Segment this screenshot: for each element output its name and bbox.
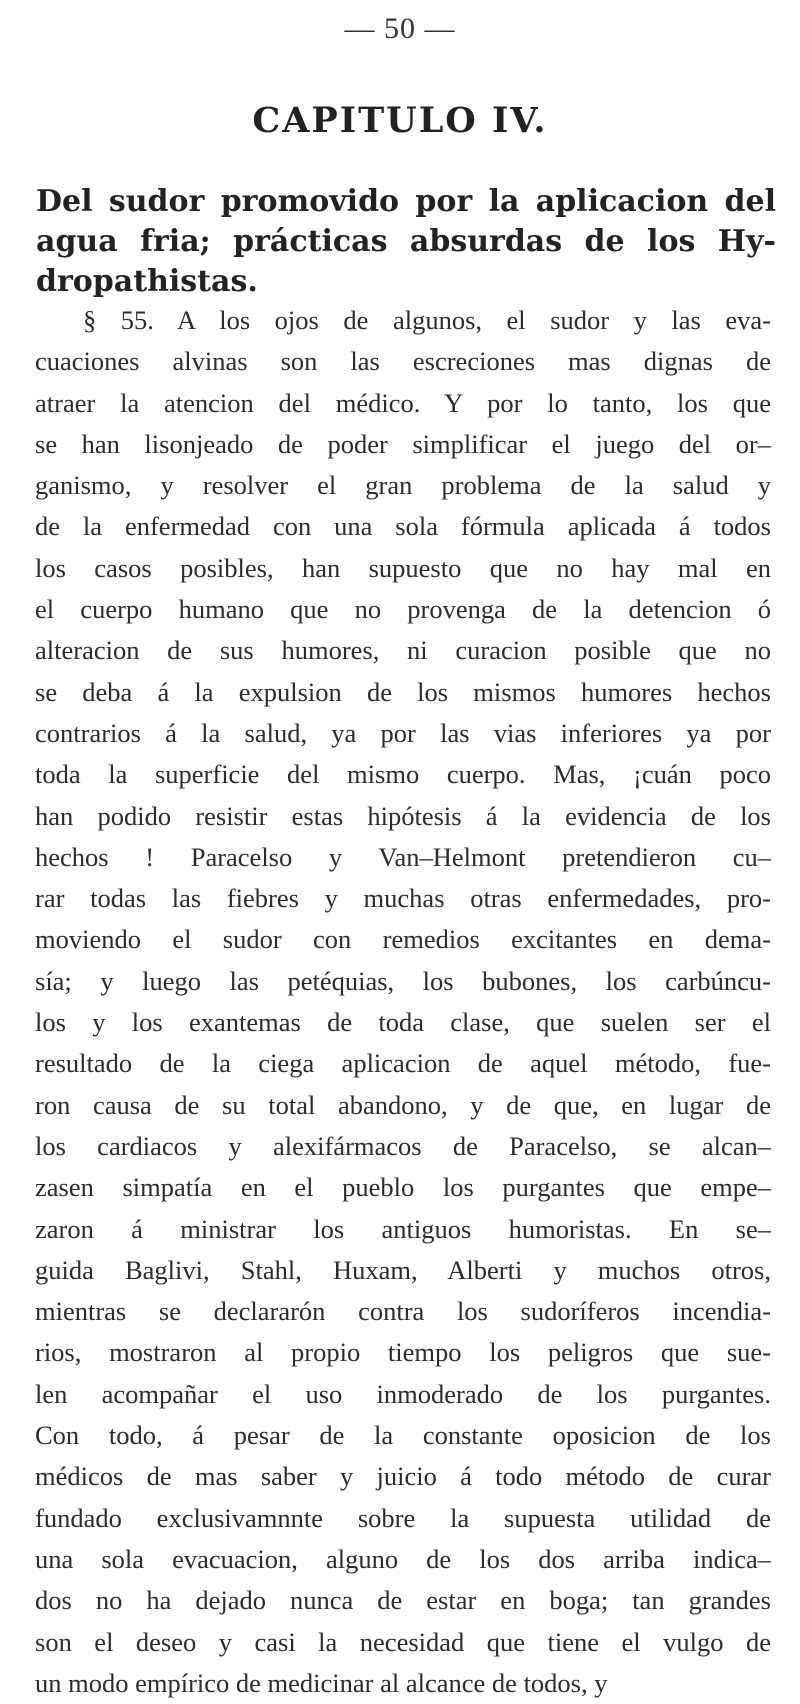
text-line: se deba á la expulsion de los mismos humores hechos	[35, 676, 771, 707]
text-line: se han lisonjeado de poder simplificar el juego del or–	[35, 428, 771, 459]
body-paragraph	[35, 300, 771, 1704]
text-line: cuaciones alvinas son las escreciones mas dignas de	[35, 346, 771, 377]
text-line: son el deseo y casi la necesidad que tiene el vulgo de	[35, 1626, 771, 1657]
text-line: moviendo el sudor con remedios excitantes en dema-	[35, 924, 771, 955]
text-line: fundado exclusivamnnte sobre la supuesta utilidad de	[35, 1502, 771, 1533]
text-line: médicos de mas saber y juicio á todo método de curar	[35, 1461, 771, 1492]
text-line: ganismo, y resolver el gran problema de la salud y	[35, 470, 771, 501]
text-line: de la enfermedad con una sola fórmula aplicada á todos	[35, 511, 771, 542]
text-line: guida Baglivi, Stahl, Huxam, Alberti y muchos otros,	[35, 1254, 771, 1285]
text-line: los cardiacos y alexifármacos de Paracelso, se alcan–	[35, 1130, 771, 1161]
text-line: Con todo, á pesar de la constante oposicion de los	[35, 1420, 771, 1451]
text-line: mientras se declararón contra los sudoríferos incendia-	[35, 1296, 771, 1327]
text-line: zasen simpatía en el pueblo los purgantes que empe–	[35, 1172, 771, 1203]
text-line: rios, mostraron al propio tiempo los peligros que sue-	[35, 1337, 771, 1368]
text-line: alteracion de sus humores, ni curacion posible que no	[35, 635, 771, 666]
text-line: dos no ha dejado nunca de estar en boga; tan grandes	[35, 1585, 771, 1616]
text-line: contrarios á la salud, ya por las vias inferiores ya por	[35, 717, 771, 748]
text-line: resultado de la ciega aplicacion de aquel método, fue-	[35, 1048, 771, 1079]
text-line: atraer la atencion del médico. Y por lo tanto, los que	[35, 387, 771, 418]
text-line: § 55. A los ojos de algunos, el sudor y las eva-	[83, 305, 771, 335]
text-line: len acompañar el uso inmoderado de los purgantes.	[35, 1378, 771, 1409]
text-line: los y los exantemas de toda clase, que suelen ser el	[35, 1007, 771, 1038]
text-line: sía; y luego las petéquias, los bubones, los carbúncu-	[35, 965, 771, 996]
text-line: una sola evacuacion, alguno de los dos arriba indica–	[35, 1543, 771, 1574]
text-line: rar todas las fiebres y muchas otras enfermedades, pro-	[35, 883, 771, 914]
text-line: zaron á ministrar los antiguos humoristas. En se–	[35, 1213, 771, 1244]
page-number: — 50 —	[344, 12, 456, 45]
text-line: toda la superficie del mismo cuerpo. Mas, ¡cuán poco	[35, 759, 771, 790]
text-line: han podido resistir estas hipótesis á la evidencia de los	[35, 800, 771, 831]
text-line: un modo empírico de medicinar al alcance de todos, y	[35, 1667, 608, 1698]
text-line: ron causa de su total abandono, y de que, en lugar de	[35, 1089, 771, 1120]
section-heading: Del sudor promovido por la aplicacion del agua fria; prácticas absurdas de los Hy-dropathistas.	[36, 184, 776, 299]
text-line: el cuerpo humano que no provenga de la detencion ó	[35, 594, 771, 625]
text-line: los casos posibles, han supuesto que no hay mal en	[35, 552, 771, 583]
text-line: hechos ! Paracelso y Van–Helmont pretendieron cu–	[35, 841, 771, 872]
chapter-title: CAPITULO IV.	[252, 100, 548, 141]
